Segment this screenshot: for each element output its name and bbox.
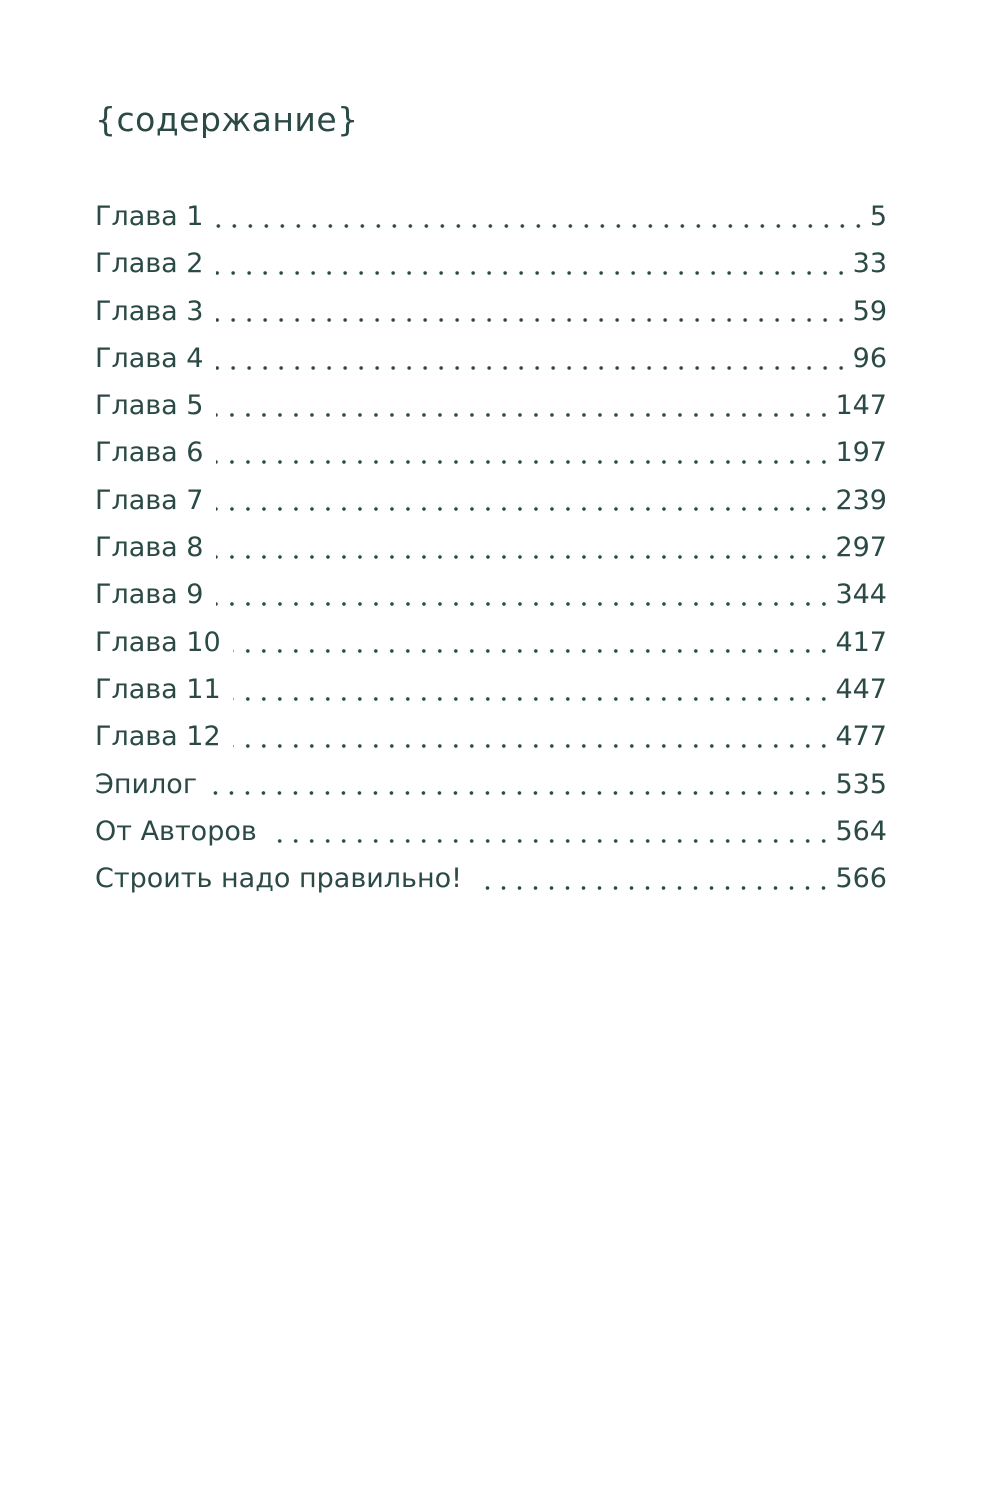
toc-entry[interactable] (95, 240, 887, 287)
toc-page-number: 564 (835, 815, 887, 847)
toc-page-number: 566 (835, 863, 887, 895)
dot-leader (216, 223, 866, 229)
toc-page-number: 344 (835, 579, 887, 611)
dot-leader (233, 648, 832, 654)
toc-entry[interactable] (95, 288, 887, 335)
toc-entry-label: Глава 3 (95, 295, 204, 327)
toc-entry-label: Глава 9 (95, 579, 204, 611)
toc-entry[interactable] (95, 429, 887, 476)
toc-entry[interactable] (95, 571, 887, 618)
dot-leader (216, 412, 832, 418)
toc-page-number: 535 (835, 768, 887, 800)
table-of-contents (95, 193, 887, 902)
dot-leader (474, 885, 832, 891)
toc-page-number: 447 (835, 673, 887, 705)
toc-entry-label: От Авторов (95, 815, 257, 847)
toc-entry-label: Строить надо правильно! (95, 863, 462, 895)
toc-entry-label: Глава 10 (95, 626, 221, 658)
dot-leader (216, 554, 832, 560)
dot-leader (233, 743, 832, 749)
toc-entry[interactable] (95, 193, 887, 240)
dot-leader (216, 270, 849, 276)
page-title: {содержание} (95, 100, 359, 139)
dot-leader (216, 506, 832, 512)
toc-page-number: 147 (835, 390, 887, 422)
dot-leader (233, 696, 832, 702)
toc-entry[interactable] (95, 382, 887, 429)
toc-page-number: 417 (835, 626, 887, 658)
toc-entry[interactable] (95, 855, 887, 902)
toc-entry-label: Глава 11 (95, 673, 221, 705)
toc-entry-label: Эпилог (95, 768, 198, 800)
dot-leader (216, 459, 832, 465)
toc-entry[interactable] (95, 666, 887, 713)
toc-entry-label: Глава 1 (95, 201, 204, 232)
toc-entry[interactable] (95, 619, 887, 666)
toc-entry-label: Глава 12 (95, 721, 221, 753)
toc-entry-label: Глава 6 (95, 437, 204, 469)
toc-page-number: 96 (852, 342, 887, 374)
toc-entry-label: Глава 8 (95, 532, 204, 564)
toc-entry[interactable] (95, 524, 887, 571)
toc-entry-label: Глава 2 (95, 248, 204, 280)
toc-page-number: 59 (852, 295, 887, 327)
toc-entry[interactable] (95, 713, 887, 760)
dot-leader (216, 317, 849, 323)
toc-page-number: 33 (852, 248, 887, 280)
dot-leader (269, 838, 832, 844)
toc-entry[interactable] (95, 761, 887, 808)
toc-page-number: 5 (869, 201, 887, 232)
toc-page-number: 477 (835, 721, 887, 753)
toc-entry-label: Глава 5 (95, 390, 204, 422)
toc-entry-label: Глава 7 (95, 484, 204, 516)
dot-leader (216, 601, 832, 607)
toc-page-number: 297 (835, 532, 887, 564)
toc-entry[interactable] (95, 808, 887, 855)
toc-entry[interactable] (95, 477, 887, 524)
toc-entry[interactable] (95, 335, 887, 382)
dot-leader (209, 790, 831, 796)
toc-page-number: 239 (835, 484, 887, 516)
toc-page-number: 197 (835, 437, 887, 469)
toc-entry-label: Глава 4 (95, 342, 204, 374)
dot-leader (216, 365, 849, 371)
